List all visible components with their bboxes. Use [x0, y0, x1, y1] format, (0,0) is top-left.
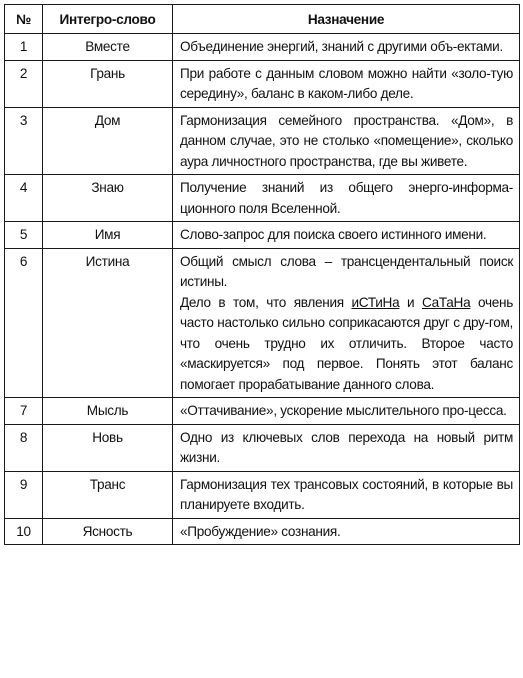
table-row: [5, 471, 520, 518]
table-row: [5, 222, 520, 249]
row-description: [173, 34, 520, 61]
row-word: Имя: [43, 222, 173, 249]
row-word: Истина: [43, 248, 173, 398]
row-description: [173, 222, 520, 249]
row-number: 1: [5, 34, 43, 61]
row-number: 7: [5, 398, 43, 425]
row-word: Мысль: [43, 398, 173, 425]
text-segment: и: [399, 294, 422, 310]
row-description: [173, 107, 520, 175]
row-word: Вместе: [43, 34, 173, 61]
header-number: №: [5, 5, 43, 34]
description-text: Одно из ключевых слов перехода на новый ритм жизни.: [180, 429, 513, 465]
table-row: [5, 175, 520, 222]
table-row: [5, 424, 520, 471]
underlined-word-satana: СаТаНа: [421, 294, 471, 310]
table-header-row: [5, 5, 520, 34]
row-word: Дом: [43, 107, 173, 175]
text-segment: очень часто настолько сильно соприкасаются друг с дру-гом, что очень трудно их отличить. Второе часто «маскируется» под первое. Понять этот баланс помогает прорабатывание данного слова.: [180, 294, 513, 392]
table-row: [5, 518, 520, 545]
table-row: [5, 248, 520, 398]
row-number: 9: [5, 471, 43, 518]
row-number: 3: [5, 107, 43, 175]
header-purpose: Назначение: [173, 5, 520, 34]
description-text: «Пробуждение» сознания.: [180, 523, 341, 539]
row-number: 5: [5, 222, 43, 249]
row-word: Транс: [43, 471, 173, 518]
row-description: [173, 518, 520, 545]
description-text: Гармонизация тех трансовых состояний, в которые вы планируете входить.: [180, 476, 513, 512]
text-segment: Дело в том, что явления: [180, 294, 352, 310]
description-text: Объединение энергий, знаний с другими объ-ектами.: [180, 39, 503, 54]
row-description: [173, 398, 520, 425]
description-text-extended: [180, 293, 513, 396]
integro-word-table: [4, 4, 520, 545]
description-text: Общий смысл слова – трансцендентальный поиск истины.: [180, 253, 513, 289]
table-row: [5, 34, 520, 61]
underlined-word-istina: иСТиНа: [351, 294, 400, 310]
integro-word-table-container: [4, 4, 519, 545]
description-text: При работе с данным словом можно найти «золо-тую середину», баланс в каком-либо деле.: [180, 65, 513, 101]
row-word: Знаю: [43, 175, 173, 222]
row-word: Новь: [43, 424, 173, 471]
header-integro-word: Интегро-слово: [43, 5, 173, 34]
description-text: «Оттачивание», ускорение мыслительного про-цесса.: [180, 403, 507, 418]
table-row: [5, 398, 520, 425]
description-text: Получение знаний из общего энерго-информа-ционного поля Вселенной.: [180, 180, 513, 216]
description-text: Гармонизация семейного пространства. «Дом», в данном случае, это не столько «помещение», сколько аура личностного пространства, где вы живете.: [180, 112, 513, 169]
row-number: 4: [5, 175, 43, 222]
row-number: 6: [5, 248, 43, 398]
row-description: [173, 60, 520, 107]
row-word: Грань: [43, 60, 173, 107]
row-number: 8: [5, 424, 43, 471]
row-number: 2: [5, 60, 43, 107]
row-description: [173, 424, 520, 471]
row-number: 10: [5, 518, 43, 545]
description-text: Слово-запрос для поиска своего истинного имени.: [180, 227, 487, 242]
table-row: [5, 60, 520, 107]
row-word: Ясность: [43, 518, 173, 545]
table-row: [5, 107, 520, 175]
row-description: [173, 175, 520, 222]
row-description: [173, 248, 520, 398]
row-description: [173, 471, 520, 518]
